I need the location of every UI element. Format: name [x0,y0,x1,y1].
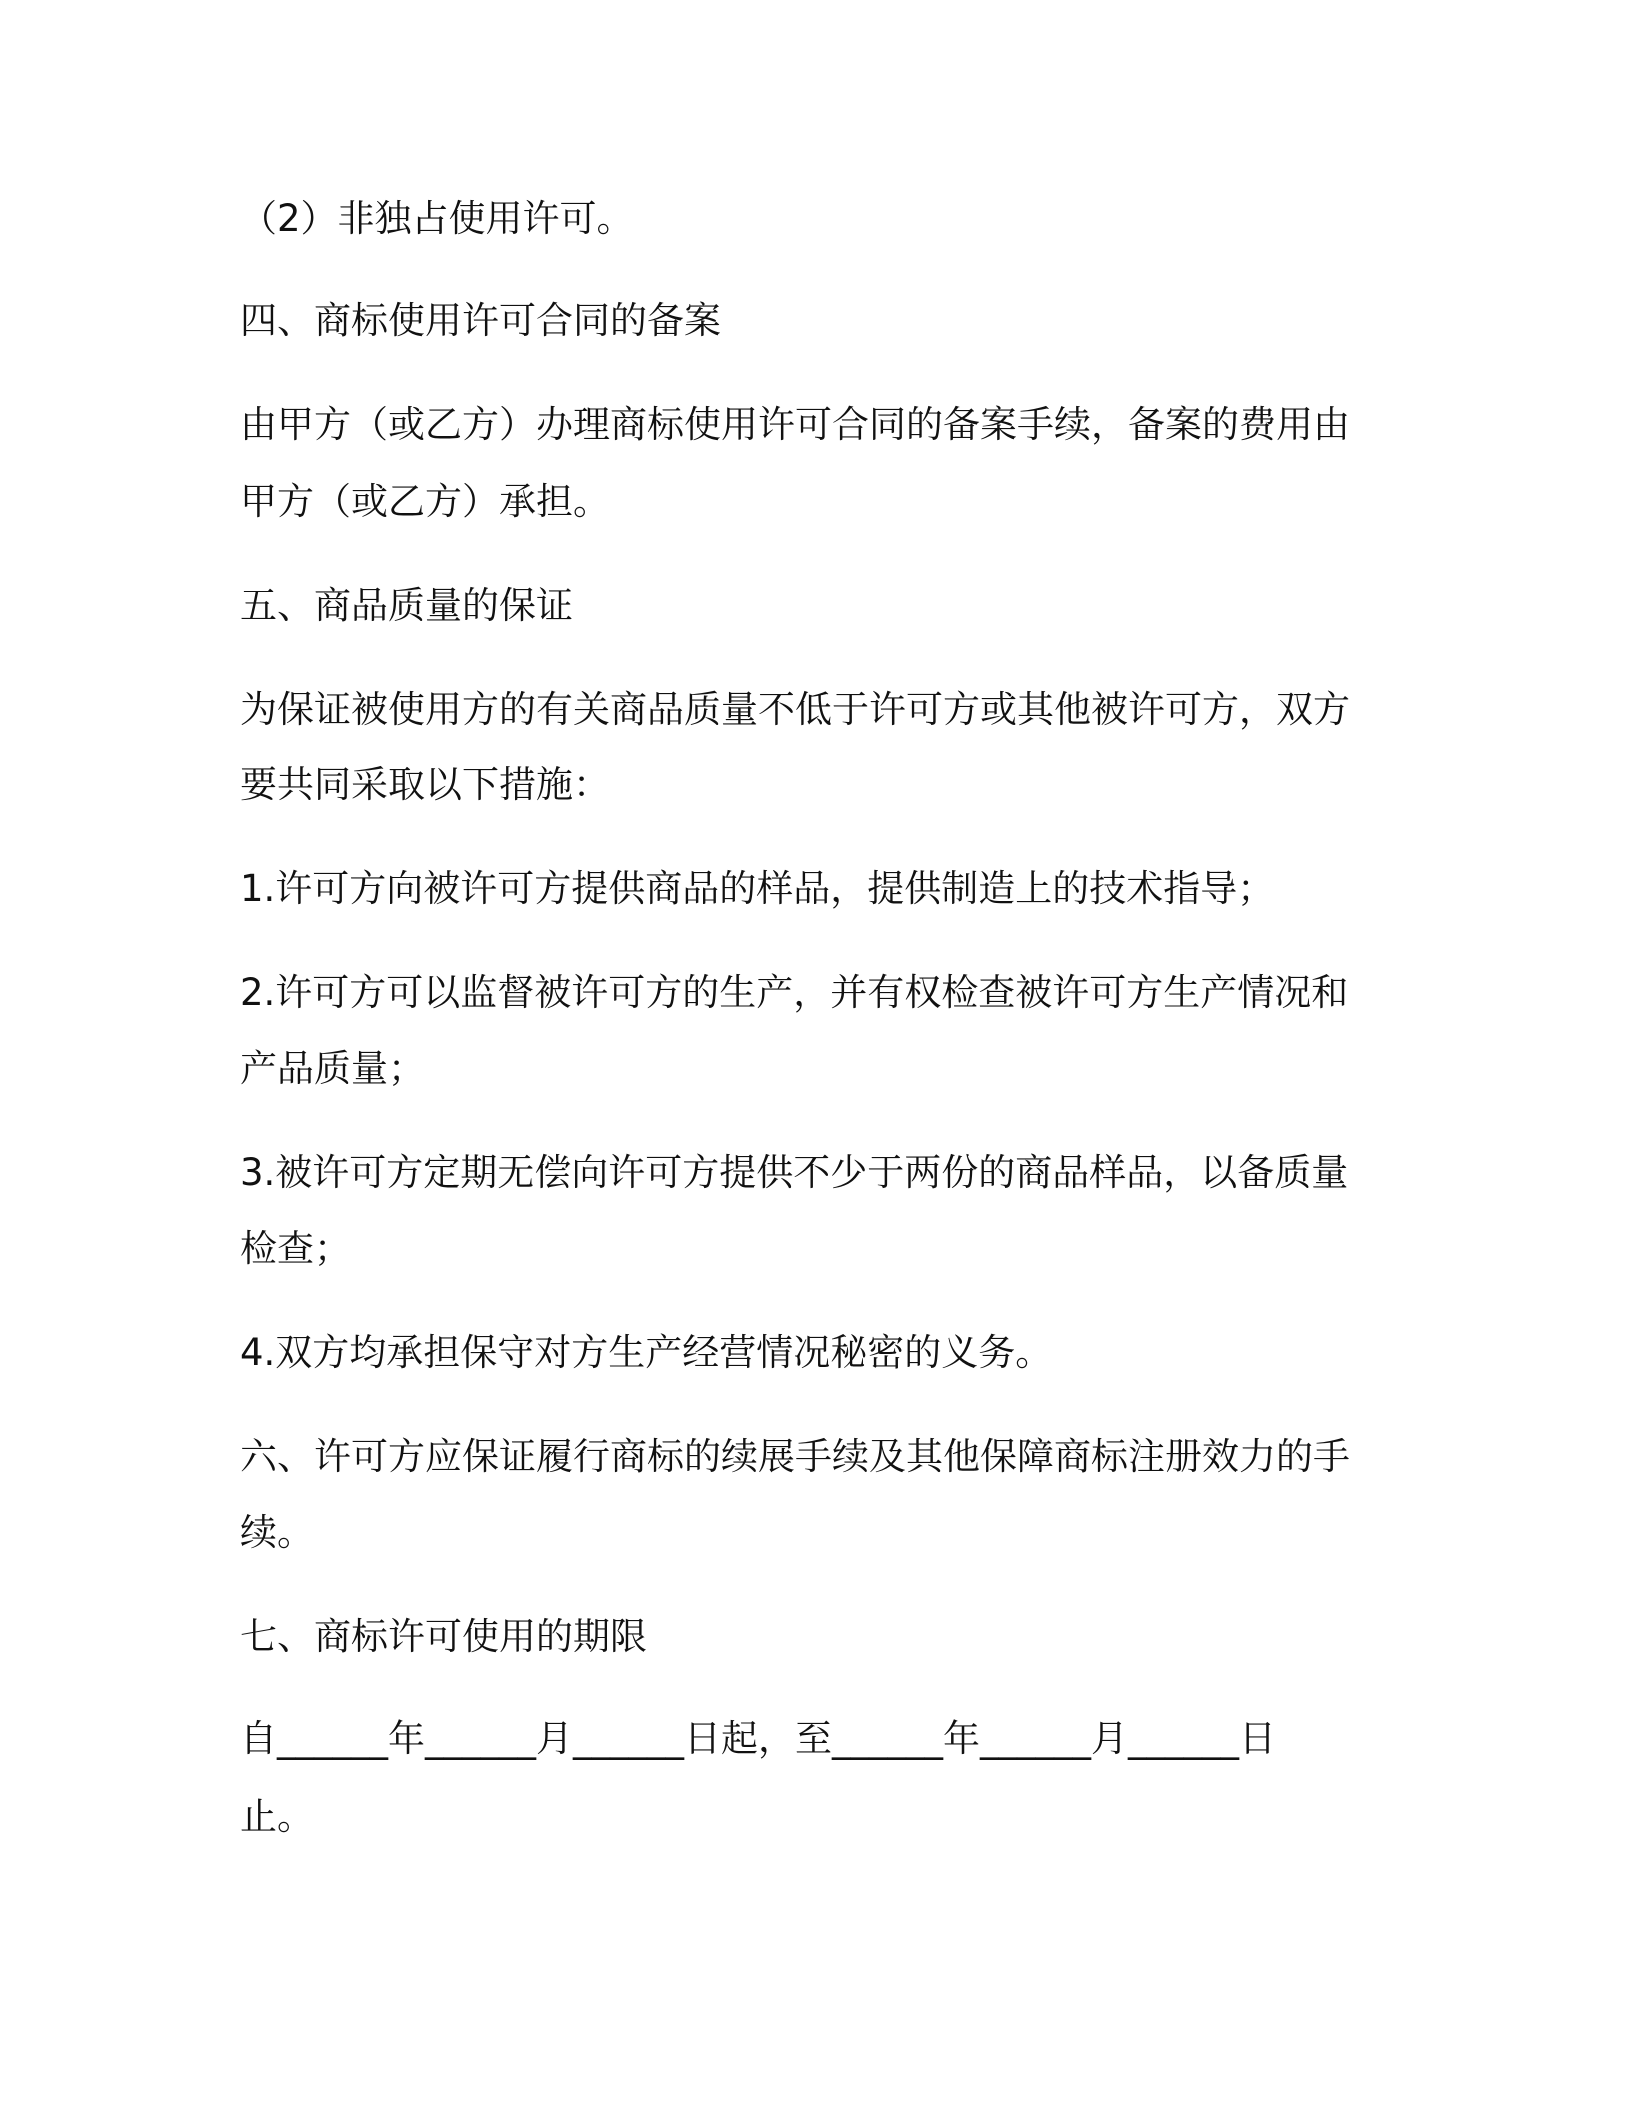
list-item-3-line-1: 3.被许可方定期无偿向许可方提供不少于两份的商品样品，以备质量 [240,1151,1349,1194]
list-item-non-exclusive-license: （2）非独占使用许可。 [240,197,634,240]
list-item-3-line-2: 检查； [240,1227,351,1270]
section-heading-4: 四、商标使用许可合同的备案 [240,299,721,342]
list-item-2-line-2: 产品质量； [240,1047,425,1090]
term-date-line-1: 自______年______月______日起，至______年______月______日 [240,1717,1276,1760]
paragraph-quality-line-2: 要共同采取以下措施： [240,763,610,806]
paragraph-quality-line-1: 为保证被使用方的有关商品质量不低于许可方或其他被许可方，双方 [240,688,1350,731]
list-item-2-line-1: 2.许可方可以监督被许可方的生产，并有权检查被许可方生产情况和 [240,971,1349,1014]
section-heading-6-line-2: 续。 [240,1511,314,1554]
section-heading-7: 七、商标许可使用的期限 [240,1615,647,1658]
list-item-4: 4.双方均承担保守对方生产经营情况秘密的义务。 [240,1331,1053,1374]
section-heading-6-line-1: 六、许可方应保证履行商标的续展手续及其他保障商标注册效力的手 [240,1435,1350,1478]
paragraph-filing-line-2: 甲方（或乙方）承担。 [240,480,610,523]
list-item-1: 1.许可方向被许可方提供商品的样品，提供制造上的技术指导； [240,867,1275,910]
paragraph-filing-line-1: 由甲方（或乙方）办理商标使用许可合同的备案手续，备案的费用由 [240,403,1350,446]
section-heading-5: 五、商品质量的保证 [240,584,573,627]
term-date-line-2: 止。 [240,1795,314,1838]
